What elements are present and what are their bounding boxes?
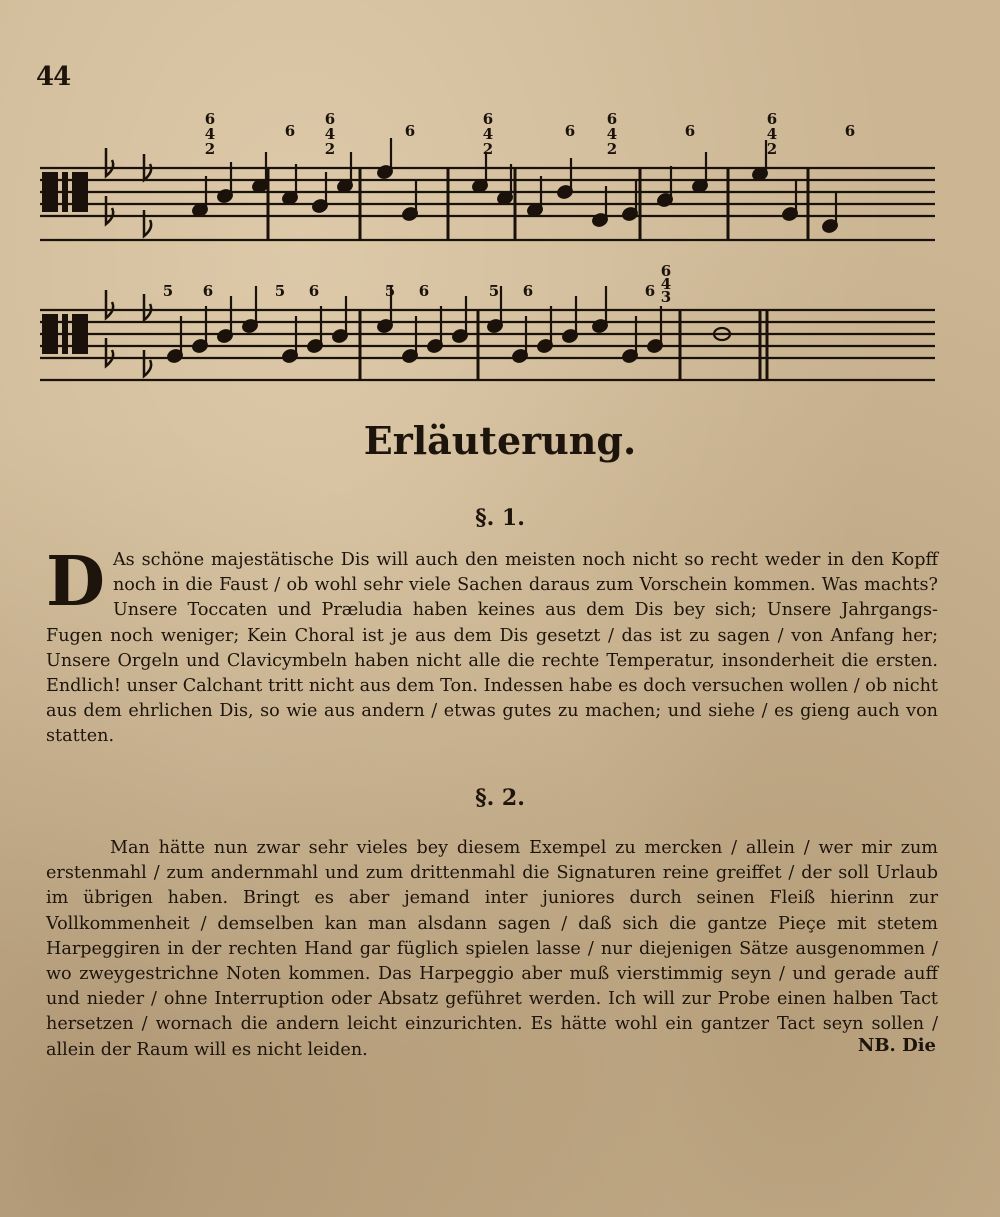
figure-numeral: 2: [204, 140, 216, 158]
figure-numeral: 2: [324, 140, 336, 158]
figure-numeral: 2: [606, 140, 618, 158]
bass-staff-1: [40, 168, 935, 240]
figure-numeral: 6: [202, 282, 214, 300]
figure-numeral: 5: [488, 282, 500, 300]
paragraph-2-text: Man hätte nun zwar sehr vieles bey diesem Exempel zu mercken / allein / wer mir zum erstenmahl / zum andernmahl und zum drittenmahl die Signaturen reine greiffet / der soll Urlaub im übrigen haben. Bringt es aber jemand inter juniores durch seinen Fleiß hierinn zur Vollkommenheit / demselben kan man alsdann sagen / daß sich die gantze Pieçe mit stetem Harpeggiren in der rechten Hand gar füglich spielen lasse / nur diejenigen Sätze ausgenommen / wo zweygestrichne Noten kommen. Das Harpeggio aber muß vierstimmig seyn / und gerade auff und nieder / ohne Interruption oder Absatz geführet werden. Ich will zur Probe einen halben Tact hersetzen / wornach die andern leicht einzurichten. Es hätte wohl ein gantzer Tact seyn sollen / allein der Raum will es nicht leiden.: [46, 838, 938, 1060]
figure-numeral: 5: [384, 282, 396, 300]
catchword: NB. Die: [857, 1035, 936, 1056]
figure-numeral: 6: [564, 122, 576, 140]
figure-numeral: 4: [482, 125, 494, 143]
section-heading: Erläuterung.: [363, 418, 637, 463]
bass-staff-2: [40, 310, 935, 380]
figure-numeral: 5: [274, 282, 286, 300]
figure-numeral: 4: [766, 125, 778, 143]
paragraph-1: [46, 542, 938, 750]
figure-numeral: 6: [418, 282, 430, 300]
figure-numeral: 4: [324, 125, 336, 143]
page-number: 44: [36, 62, 71, 92]
paragraph-2: [46, 836, 938, 1063]
figure-numeral: 2: [482, 140, 494, 158]
figure-numeral: 6: [308, 282, 320, 300]
figure-numeral: 4: [204, 125, 216, 143]
figure-numeral: 6: [644, 282, 656, 300]
figure-numeral: 2: [766, 140, 778, 158]
section-mark-1: §. 1.: [475, 505, 525, 531]
figure-numeral: 6: [660, 262, 672, 280]
figure-numeral: 6: [404, 122, 416, 140]
figure-numeral: 6: [844, 122, 856, 140]
clef-1: [42, 172, 88, 212]
drop-cap: D: [46, 542, 105, 622]
figure-numeral: 6: [522, 282, 534, 300]
figure-numeral: 6: [482, 110, 494, 128]
section-mark-2: §. 2.: [475, 785, 525, 811]
figure-numeral: 6: [766, 110, 778, 128]
figure-numeral: 4: [660, 275, 672, 293]
figure-numeral: 6: [284, 122, 296, 140]
figure-numeral: 6: [684, 122, 696, 140]
figure-numeral: 4: [606, 125, 618, 143]
clef-2: [42, 314, 88, 354]
figure-numeral: 6: [204, 110, 216, 128]
figure-numeral: 6: [324, 110, 336, 128]
music-notation: [0, 0, 1000, 400]
paragraph-1-text: As schöne majestätische Dis will auch den meisten noch nicht so recht weder in den Kopff noch in die Faust / ob wohl sehr viele Sachen daraus zum Vorschein kommen. Was machts? Unsere Toccaten und Præludia haben keines aus dem Dis bey sich; Unsere Jahrgangs-Fugen noch weniger; Kein Choral ist je aus dem Dis gesetzt / das ist zu sagen / von Anfang her; Unsere Orgeln und Clavicymbeln haben nicht alle die rechte Temperatur, insonderheit die ersten. Endlich! unser Calchant tritt nicht aus dem Ton. Indessen habe es doch versuchen wollen / ob nicht aus dem ehrlichen Dis, so wie aus andern / etwas gutes zu machen; und siehe / es gieng auch von statten.: [46, 550, 938, 747]
figure-numeral: 3: [660, 288, 672, 306]
figure-numeral: 6: [606, 110, 618, 128]
figure-numeral: 5: [162, 282, 174, 300]
